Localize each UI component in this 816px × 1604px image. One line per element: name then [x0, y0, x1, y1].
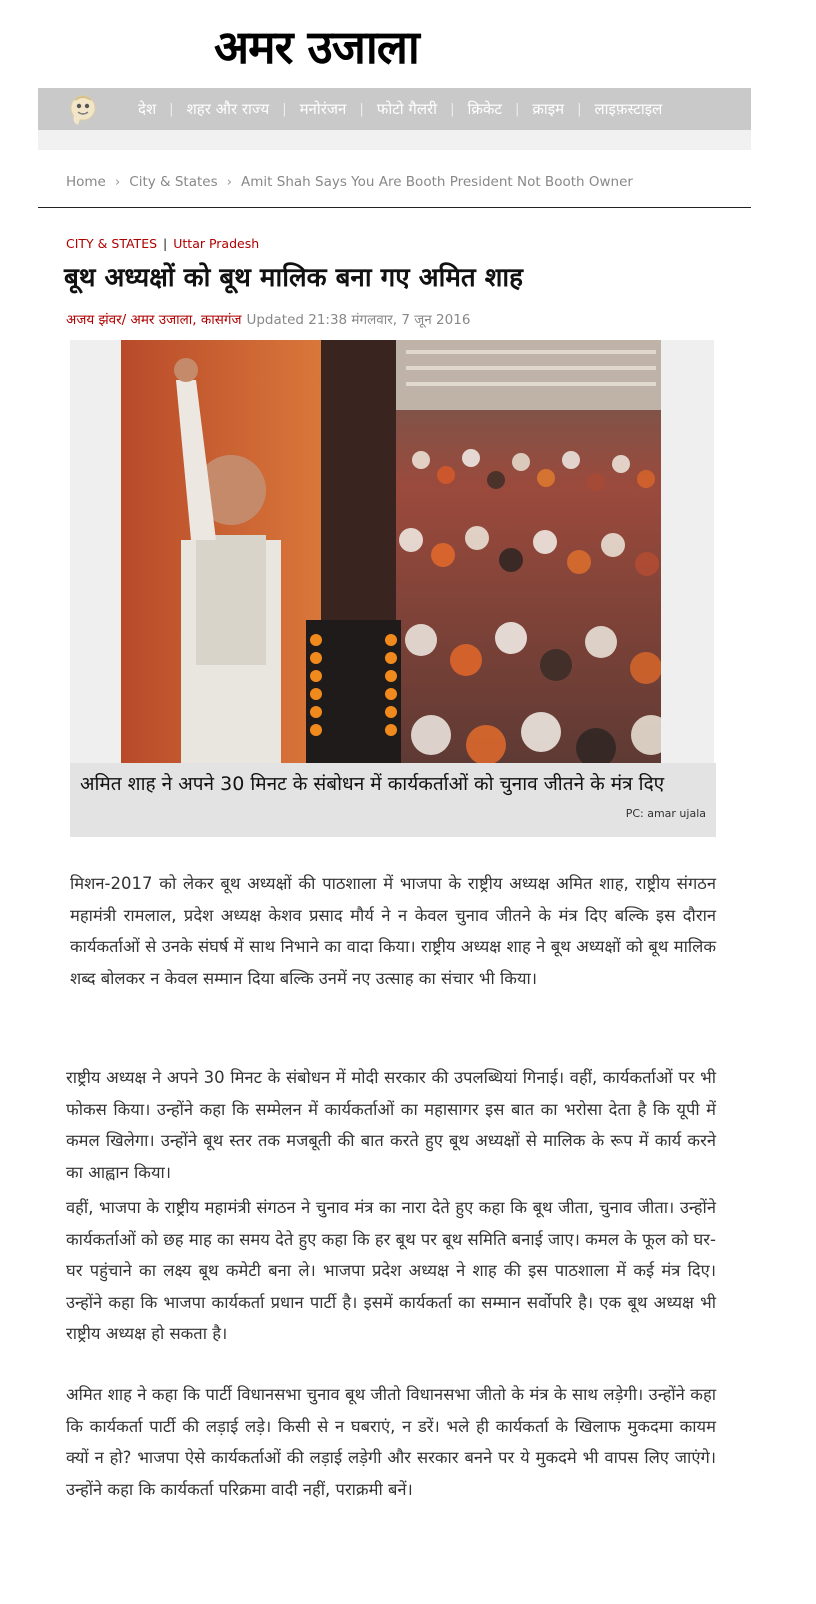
site-logo[interactable]: अमर उजाला [214, 20, 419, 74]
breadcrumb-home[interactable]: Home [66, 174, 106, 190]
nav-separator: | [282, 101, 287, 117]
breadcrumb-separator: › [226, 174, 233, 190]
updated-timestamp: Updated 21:38 मंगलवार, 7 जून 2016 [246, 312, 471, 328]
article-title: बूथ अध्यक्षों को बूथ मालिक बना गए अमित शाह [64, 263, 523, 293]
nav-separator: | [359, 101, 364, 117]
nav-item-desh[interactable]: देश [138, 100, 157, 118]
nav-item-photo-gallery[interactable]: फोटो गैलरी [376, 100, 438, 118]
article-paragraph: वहीं, भाजपा के राष्ट्रीय महामंत्री संगठन ने चुनाव मंत्र का नारा देते हुए कहा कि बूथ जीता, चुनाव जीता। उन्होंने कार्यकर्ताओं को छह माह का समय देते हुए कहा कि हर बूथ पर बूथ समिति बनाई जाए। कमल के फूल को घर-घर पहुंचाने का लक्ष्य बूथ कमेटी बना ले। भाजपा प्रदेश अध्यक्ष ने शाह की इस पाठशाला में कई मंत्र दिए। उन्होंने कहा कि भाजपा कार्यकर्ता प्रधान पार्टी है। इसमें कार्यकर्ता का सम्मान सर्वोपरि है। एक बूथ अध्यक्ष भी राष्ट्रीय अध्यक्ष हो सकता है। [66, 1198, 716, 1343]
mascot-face-icon[interactable] [66, 93, 100, 127]
nav-separator: | [577, 101, 582, 117]
article-paragraph: मिशन-2017 को लेकर बूथ अध्यक्षों की पाठशाला में भाजपा के राष्ट्रीय अध्यक्ष अमित शाह, राष्ट्रीय संगठन महामंत्री रामलाल, प्रदेश अध्यक्ष केशव प्रसाद मौर्य ने न केवल चुनाव जीतने के मंत्र दिए बल्कि इस दौरान कार्यकर्ताओं से उनके संघर्ष में साथ निभाने का वादा किया। राष्ट्रीय अध्यक्ष शाह ने बूथ अध्यक्षों को बूथ मालिक शब्द बोलकर न केवल सम्मान दिया बल्कि उनमें नए उत्साह का संचार भी किया। [70, 874, 716, 988]
subcategory-link[interactable]: Uttar Pradesh [173, 236, 260, 251]
breadcrumb-city-states[interactable]: City & States [129, 174, 218, 190]
nav-separator: | [450, 101, 455, 117]
byline [66, 310, 470, 328]
article-photo [121, 340, 661, 763]
article-paragraph: अमित शाह ने कहा कि पार्टी विधानसभा चुनाव बूथ जीतो विधानसभा जीतो के मंत्र के साथ लड़ेगी। उन्होंने कहा कि कार्यकर्ता पार्टी की लड़ाई लड़े। किसी से न घबराएं, न डरें। भले ही कार्यकर्ता के खिलाफ मुकदमा कायम क्यों न हो? भाजपा ऐसे कार्यकर्ताओं की लड़ाई लड़ेगी और सरकार बनने पर ये मुकदमे भी वापस लिए जाएंगे। उन्होंने कहा कि कार्यकर्ता परिक्रमा वादी नहीं, पराक्रमी बनें। [66, 1385, 716, 1499]
breadcrumb [66, 174, 633, 190]
nav-item-city-states[interactable]: शहर और राज्य [186, 100, 270, 118]
photo-credit: PC: amar ujala [625, 807, 706, 820]
nav-item-cricket[interactable]: क्रिकेट [467, 100, 502, 118]
category-link[interactable]: CITY & STATES [66, 236, 158, 251]
nav-separator: | [514, 101, 520, 117]
nav-item-entertainment[interactable]: मनोरंजन [299, 100, 347, 118]
sub-nav-bar [38, 130, 751, 150]
article-paragraph: राष्ट्रीय अध्यक्ष ने अपने 30 मिनट के संबोधन में मोदी सरकार की उपलब्धियां गिनाई। वहीं, कार्यकर्ताओं पर भी फोकस किया। उन्होंने कहा कि सम्मेलन में कार्यकर्ताओं का महासागर इस बात का भरोसा देता है कि यूपी में कमल खिलेगा। उन्होंने बूथ स्तर तक मजबूती की बात करते हुए बूथ अध्यक्षों से मालिक के रूप में कार्य करने का आह्वान किया। [66, 1068, 716, 1182]
main-nav [38, 88, 751, 130]
breadcrumb-separator: › [114, 174, 121, 190]
caption-text: अमित शाह ने अपने 30 मिनट के संबोधन में कार्यकर्ताओं को चुनाव जीतने के मंत्र दिए [80, 773, 665, 795]
photo-caption [70, 763, 716, 837]
nav-item-lifestyle[interactable]: लाइफ़स्टाइल [594, 100, 663, 118]
breadcrumb-current: Amit Shah Says You Are Booth President Not Booth Owner [241, 174, 633, 190]
nav-separator: | [169, 101, 174, 117]
category-separator: | [163, 236, 168, 251]
nav-item-crime[interactable]: क्राइम [532, 100, 565, 118]
author[interactable]: अजय झंवर/ अमर उजाला, कासगंज [66, 312, 242, 328]
divider [38, 207, 751, 208]
category-line [66, 236, 259, 251]
rally-photo-illustration [121, 340, 661, 763]
